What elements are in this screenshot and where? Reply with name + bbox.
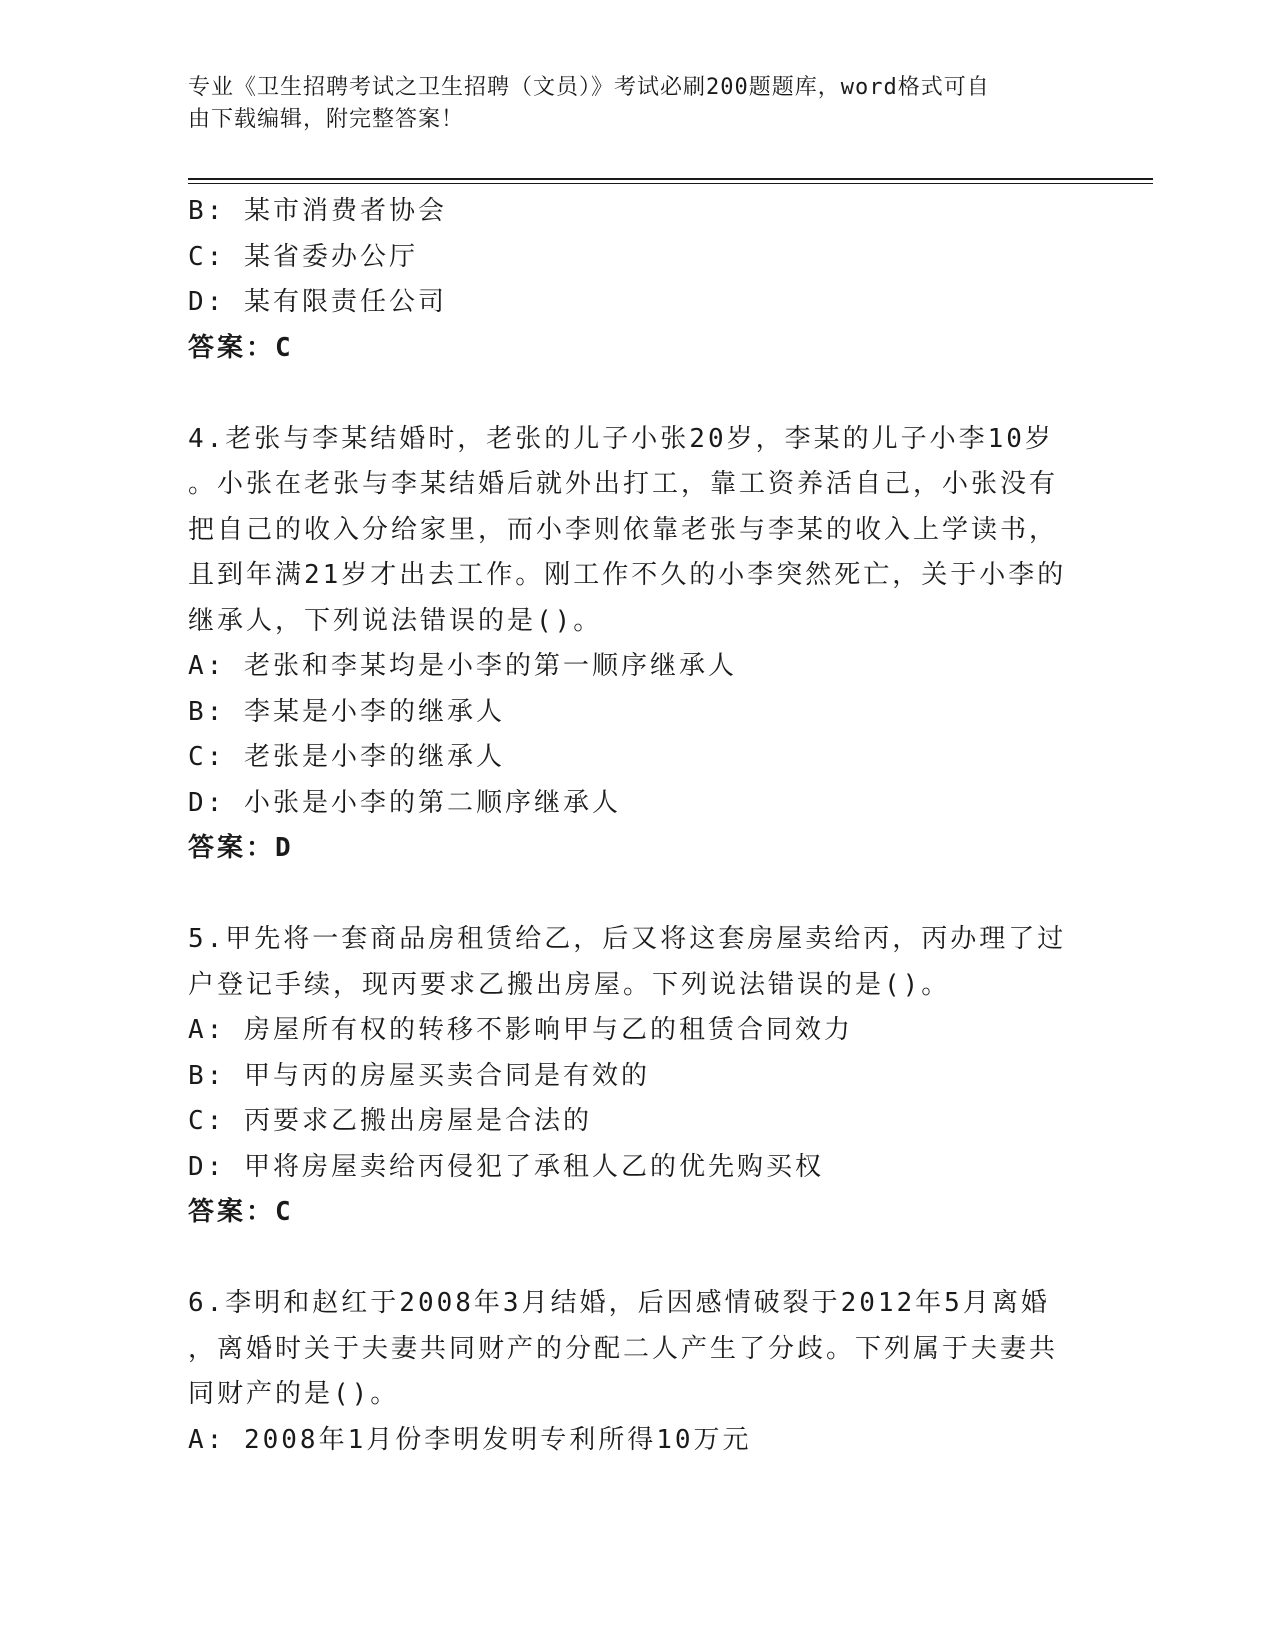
question-4	[188, 417, 1078, 872]
q3-option-d: D: 某有限责任公司	[188, 287, 447, 317]
q4-text-line: 且到年满21岁才出去工作。刚工作不久的小李突然死亡，关于小李的	[188, 560, 1067, 590]
q5-text-line: 5.甲先将一套商品房租赁给乙，后又将这套房屋卖给丙，丙办理了过	[188, 924, 1067, 954]
q4-answer: 答案：D	[188, 833, 294, 863]
header-line-2: 由下载编辑，附完整答案！	[188, 107, 465, 132]
q4-option-a: A: 老张和李某均是小李的第一顺序继承人	[188, 651, 737, 681]
question-5	[188, 917, 1078, 1236]
q4-option-c: C: 老张是小李的继承人	[188, 742, 505, 772]
question-6	[188, 1281, 1078, 1463]
q5-text-line: 户登记手续，现丙要求乙搬出房屋。下列说法错误的是()。	[188, 969, 951, 1000]
q6-text-line: 同财产的是()。	[188, 1379, 400, 1409]
q6-text-line: ，离婚时关于夫妻共同财产的分配二人产生了分歧。下列属于夫妻共	[188, 1333, 1059, 1364]
q3-option-b: B: 某市消费者协会	[188, 196, 447, 226]
q5-option-b: B: 甲与丙的房屋买卖合同是有效的	[188, 1060, 650, 1091]
document-body	[188, 189, 1078, 1463]
q4-text-line: 把自己的收入分给家里，而小李则依靠老张与李某的收入上学读书，	[188, 514, 1059, 545]
q3-option-c: C: 某省委办公厅	[188, 241, 418, 272]
q5-answer: 答案：C	[188, 1197, 294, 1227]
q4-text-line: 。小张在老张与李某结婚后就外出打工，靠工资养活自己，小张没有	[188, 469, 1059, 499]
q5-option-c: C: 丙要求乙搬出房屋是合法的	[188, 1106, 592, 1136]
spacer	[188, 371, 1078, 417]
q5-option-d: D: 甲将房屋卖给丙侵犯了承租人乙的优先购买权	[188, 1151, 824, 1182]
spacer	[188, 1236, 1078, 1282]
q6-text-line: 6.李明和赵红于2008年3月结婚，后因感情破裂于2012年5月离婚	[188, 1288, 1050, 1318]
q6-option-a: A: 2008年1月份李明发明专利所得10万元	[188, 1424, 752, 1455]
header-divider-thin	[188, 183, 1153, 184]
q4-text-line: 继承人，下列说法错误的是()。	[188, 605, 603, 636]
question-3	[188, 189, 1078, 371]
q4-option-d: D: 小张是小李的第二顺序继承人	[188, 787, 621, 818]
q4-text-line: 4.老张与李某结婚时，老张的儿子小张20岁，李某的儿子小李10岁	[188, 423, 1054, 454]
header-divider-thick	[188, 178, 1153, 180]
q4-option-b: B: 李某是小李的继承人	[188, 696, 505, 727]
header-line-1: 专业《卫生招聘考试之卫生招聘（文员）》考试必刷200题题库，word格式可自	[188, 75, 990, 100]
q5-option-a: A: 房屋所有权的转移不影响甲与乙的租赁合同效力	[188, 1015, 853, 1045]
document-header	[188, 72, 1088, 136]
spacer	[188, 872, 1078, 918]
q3-answer: 答案：C	[188, 332, 294, 363]
